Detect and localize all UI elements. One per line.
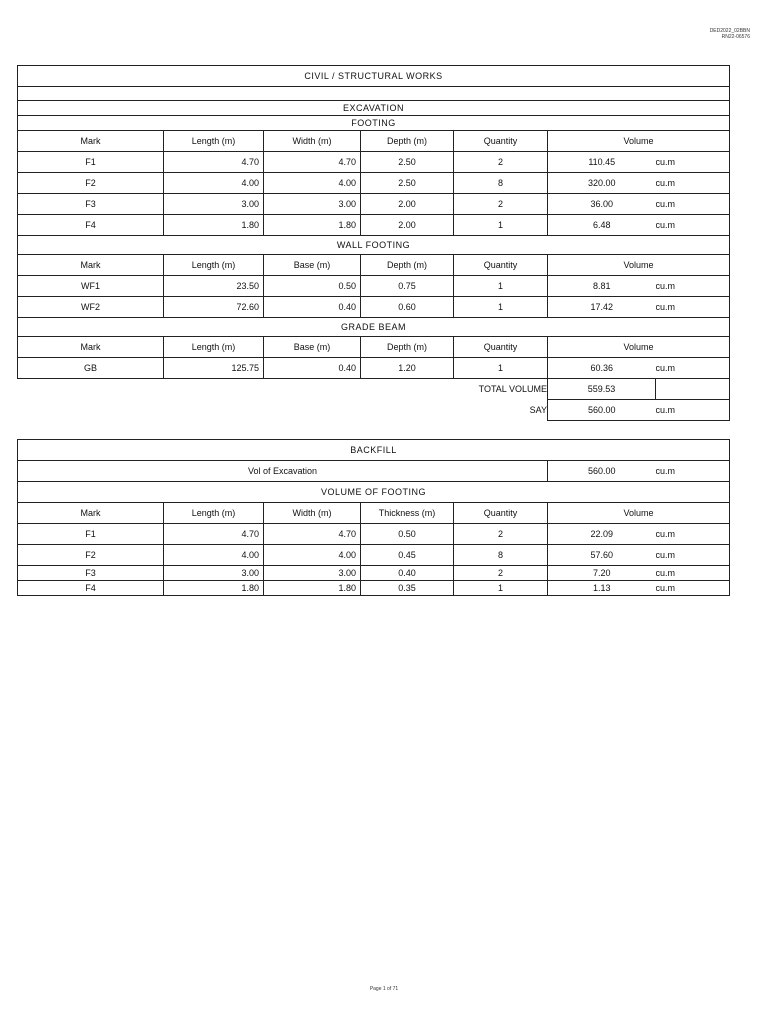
volume-of-footing-title: VOLUME OF FOOTING [18, 482, 730, 503]
table-row [18, 297, 730, 318]
cell-unit: cu.m [656, 152, 730, 173]
header-depth: Depth (m) [361, 255, 454, 276]
cell-depth: 1.20 [361, 358, 454, 379]
cell-unit: cu.m [656, 276, 730, 297]
cell-depth: 2.00 [361, 215, 454, 236]
total-volume-value: 559.53 [548, 379, 656, 400]
header-volume: Volume [548, 337, 730, 358]
cell-volume: 22.09 [548, 524, 656, 545]
header-length: Length (m) [164, 131, 264, 152]
cell-quantity: 1 [454, 358, 548, 379]
cell-unit: cu.m [656, 297, 730, 318]
cell-mark: F4 [18, 581, 164, 596]
cell-length: 125.75 [164, 358, 264, 379]
say-unit: cu.m [656, 400, 730, 421]
cell-mark: GB [18, 358, 164, 379]
cell-quantity: 8 [454, 173, 548, 194]
cell-volume: 110.45 [548, 152, 656, 173]
wall-footing-title: WALL FOOTING [18, 236, 730, 255]
cell-mark: F1 [18, 524, 164, 545]
total-volume-row [18, 379, 730, 400]
cell-length: 4.70 [164, 524, 264, 545]
say-row [18, 400, 730, 421]
table-row [18, 173, 730, 194]
cell-quantity: 2 [454, 566, 548, 581]
header-length: Length (m) [164, 337, 264, 358]
cell-volume: 320.00 [548, 173, 656, 194]
header-depth: Depth (m) [361, 131, 454, 152]
blank-row [18, 87, 730, 101]
cell-width: 1.80 [264, 581, 361, 596]
cell-quantity: 2 [454, 152, 548, 173]
cell-mark: F2 [18, 173, 164, 194]
vol-excavation-row [18, 461, 730, 482]
cell-length: 23.50 [164, 276, 264, 297]
cell-quantity: 1 [454, 276, 548, 297]
backfill-header-row [18, 503, 730, 524]
section-main-title: CIVIL / STRUCTURAL WORKS [18, 66, 730, 87]
total-volume-label: TOTAL VOLUME [478, 384, 547, 395]
grade-beam-header-row [18, 337, 730, 358]
cell-width: 3.00 [264, 566, 361, 581]
cell-mark: F3 [18, 194, 164, 215]
cell-volume: 6.48 [548, 215, 656, 236]
footing-header-row [18, 131, 730, 152]
cell-base: 0.40 [264, 297, 361, 318]
total-volume-unit [656, 379, 730, 400]
cell-quantity: 1 [454, 297, 548, 318]
header-mark: Mark [18, 337, 164, 358]
cell-width: 4.70 [264, 524, 361, 545]
header-base: Base (m) [264, 337, 361, 358]
cell-unit: cu.m [656, 566, 730, 581]
header-quantity: Quantity [454, 503, 548, 524]
cell-unit: cu.m [656, 194, 730, 215]
cell-length: 4.00 [164, 173, 264, 194]
document-reference-line1: DED2022_02BBN [709, 28, 750, 34]
cell-thickness: 0.35 [361, 581, 454, 596]
table-row [18, 276, 730, 297]
table-row [18, 581, 730, 596]
backfill-title: BACKFILL [18, 440, 730, 461]
header-thickness: Thickness (m) [361, 503, 454, 524]
cell-quantity: 1 [454, 581, 548, 596]
header-mark: Mark [18, 503, 164, 524]
header-width: Width (m) [264, 503, 361, 524]
cell-unit: cu.m [656, 215, 730, 236]
header-mark: Mark [18, 255, 164, 276]
cell-width: 4.00 [264, 173, 361, 194]
cell-thickness: 0.45 [361, 545, 454, 566]
cell-mark: F1 [18, 152, 164, 173]
header-volume: Volume [548, 255, 730, 276]
cell-mark: F2 [18, 545, 164, 566]
table-row [18, 566, 730, 581]
cell-length: 1.80 [164, 215, 264, 236]
cell-length: 72.60 [164, 297, 264, 318]
cell-depth: 0.60 [361, 297, 454, 318]
cell-unit: cu.m [656, 581, 730, 596]
cell-quantity: 1 [454, 215, 548, 236]
header-volume: Volume [548, 503, 730, 524]
cell-volume: 8.81 [548, 276, 656, 297]
cell-depth: 0.75 [361, 276, 454, 297]
cell-mark: WF2 [18, 297, 164, 318]
excavation-title: EXCAVATION [18, 101, 730, 116]
header-mark: Mark [18, 131, 164, 152]
cell-quantity: 2 [454, 194, 548, 215]
cell-length: 4.00 [164, 545, 264, 566]
cell-length: 3.00 [164, 194, 264, 215]
cell-volume: 60.36 [548, 358, 656, 379]
header-quantity: Quantity [454, 337, 548, 358]
table-row [18, 358, 730, 379]
cell-unit: cu.m [656, 173, 730, 194]
header-volume: Volume [548, 131, 730, 152]
say-value: 560.00 [548, 400, 656, 421]
cell-depth: 2.00 [361, 194, 454, 215]
cell-width: 1.80 [264, 215, 361, 236]
grade-beam-title: GRADE BEAM [18, 318, 730, 337]
cell-mark: WF1 [18, 276, 164, 297]
cell-quantity: 8 [454, 545, 548, 566]
cell-depth: 2.50 [361, 173, 454, 194]
cell-base: 0.40 [264, 358, 361, 379]
table-row [18, 194, 730, 215]
cell-length: 4.70 [164, 152, 264, 173]
document-reference [710, 28, 750, 40]
cell-depth: 2.50 [361, 152, 454, 173]
cell-thickness: 0.50 [361, 524, 454, 545]
header-quantity: Quantity [454, 131, 548, 152]
cell-mark: F4 [18, 215, 164, 236]
cell-volume: 17.42 [548, 297, 656, 318]
header-base: Base (m) [264, 255, 361, 276]
backfill-table [17, 439, 730, 596]
cell-quantity: 2 [454, 524, 548, 545]
cell-volume: 57.60 [548, 545, 656, 566]
table-row [18, 152, 730, 173]
footing-title: FOOTING [18, 116, 730, 131]
cell-volume: 36.00 [548, 194, 656, 215]
vol-excavation-unit: cu.m [656, 461, 730, 482]
cell-mark: F3 [18, 566, 164, 581]
vol-excavation-label: Vol of Excavation [18, 461, 548, 482]
excavation-table [17, 65, 730, 421]
cell-width: 4.70 [264, 152, 361, 173]
header-width: Width (m) [264, 131, 361, 152]
header-quantity: Quantity [454, 255, 548, 276]
cell-length: 1.80 [164, 581, 264, 596]
cell-thickness: 0.40 [361, 566, 454, 581]
wall-footing-header-row [18, 255, 730, 276]
header-depth: Depth (m) [361, 337, 454, 358]
cell-base: 0.50 [264, 276, 361, 297]
table-row [18, 524, 730, 545]
header-length: Length (m) [164, 503, 264, 524]
cell-unit: cu.m [656, 545, 730, 566]
say-label: SAY [529, 405, 547, 415]
table-row [18, 545, 730, 566]
cell-width: 3.00 [264, 194, 361, 215]
cell-volume: 7.20 [548, 566, 656, 581]
cell-unit: cu.m [656, 358, 730, 379]
cell-unit: cu.m [656, 524, 730, 545]
page-number: Page 1 of 71 [369, 986, 399, 992]
cell-length: 3.00 [164, 566, 264, 581]
vol-excavation-value: 560.00 [548, 461, 656, 482]
cell-width: 4.00 [264, 545, 361, 566]
document-reference-line2: RN22-06576 [721, 34, 750, 40]
header-length: Length (m) [164, 255, 264, 276]
cell-volume: 1.13 [548, 581, 656, 596]
table-row [18, 215, 730, 236]
